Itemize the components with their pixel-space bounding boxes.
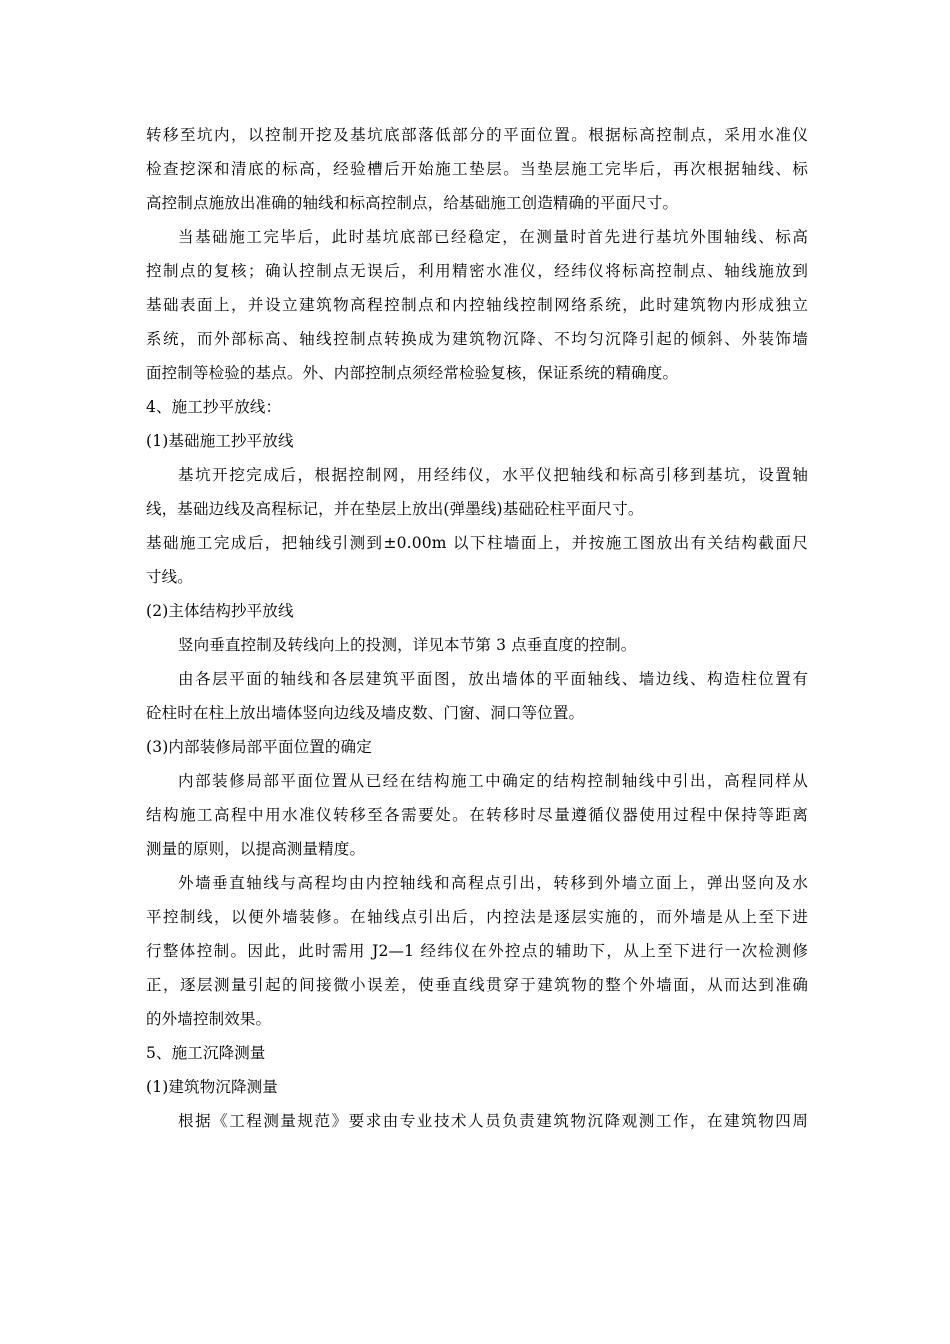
text-line: 高控制点施放出准确的轴线和标高控制点，给基础施工创造精确的平面尺寸。 [146,194,679,212]
text-line: 由各层平面的轴线和各层建筑平面图，放出墙体的平面轴线、墙边线、构造柱位置有 [178,670,808,688]
text-line: 基础施工完成后，把轴线引测到±0.00m 以下柱墙面上，并按施工图放出有关结构截面尺 [146,534,808,552]
text-line: 平控制线，以便外墙装修。在轴线点引出后，内控法是逐层实施的，而外墙是从上至下进 [146,908,808,926]
text-line: 测量的原则，以提高测量精度。 [146,840,366,858]
text-line: (1)基础施工抄平放线 [146,432,294,450]
text-line: 系统，而外部标高、轴线控制点转换成为建筑物沉降、不均匀沉降引起的倾斜、外装饰墙 [146,330,808,348]
text-line: (3)内部装修局部平面位置的确定 [146,738,372,756]
text-line: 面控制等检验的基点。外、内部控制点须经常检验复核，保证系统的精确度。 [146,364,679,382]
text-line: 砼柱时在柱上放出墙体竖向边线及墙皮数、门窗、洞口等位置。 [146,704,585,722]
text-line: 当基础施工完毕后，此时基坑底部已经稳定，在测量时首先进行基坑外围轴线、标高 [178,228,808,246]
text-line: 内部装修局部平面位置从已经在结构施工中确定的结构控制轴线中引出，高程同样从 [178,772,808,790]
text-line: 5、施工沉降测量 [146,1044,266,1062]
text-line: 基坑开挖完成后，根据控制网，用经纬仪，水平仪把轴线和标高引移到基坑，设置轴 [178,466,808,484]
text-line: (1)建筑物沉降测量 [146,1078,278,1096]
text-line: 基础表面上，并设立建筑物高程控制点和内控轴线控制网络系统，此时建筑物内形成独立 [146,296,808,314]
text-line: 正，逐层测量引起的间接微小误差，使垂直线贯穿于建筑物的整个外墙面，从而达到准确 [146,976,808,994]
text-line: 竖向垂直控制及转线向上的投测，详见本节第 3 点垂直度的控制。 [178,636,637,654]
text-line: 的外墙控制效果。 [146,1010,272,1028]
text-line: 线，基础边线及高程标记，并在垫层上放出(弹墨线)基础砼柱平面尺寸。 [146,500,644,518]
text-line: 4、施工抄平放线： [146,398,282,416]
text-line: 寸线。 [146,568,193,586]
text-line: 外墙垂直轴线与高程均由内控轴线和高程点引出，转移到外墙立面上，弹出竖向及水 [178,874,808,892]
text-line: 根据《工程测量规范》要求由专业技术人员负责建筑物沉降观测工作，在建筑物四周 [178,1112,808,1130]
text-line: 控制点的复核；确认控制点无误后，利用精密水准仪，经纬仪将标高控制点、轴线施放到 [146,262,808,280]
document-page [146,118,808,1138]
text-line: (2)主体结构抄平放线 [146,602,294,620]
text-line: 结构施工高程中用水准仪转移至各需要处。在转移时尽量遵循仪器使用过程中保持等距离 [146,806,808,824]
text-line: 检查挖深和清底的标高，经验槽后开始施工垫层。当垫层施工完毕后，再次根据轴线、标 [146,160,808,178]
text-line: 转移至坑内，以控制开挖及基坑底部落低部分的平面位置。根据标高控制点，采用水准仪 [146,126,808,144]
text-line: 行整体控制。因此，此时需用 J2—1 经纬仪在外控点的辅助下，从上至下进行一次检测修 [146,942,808,960]
